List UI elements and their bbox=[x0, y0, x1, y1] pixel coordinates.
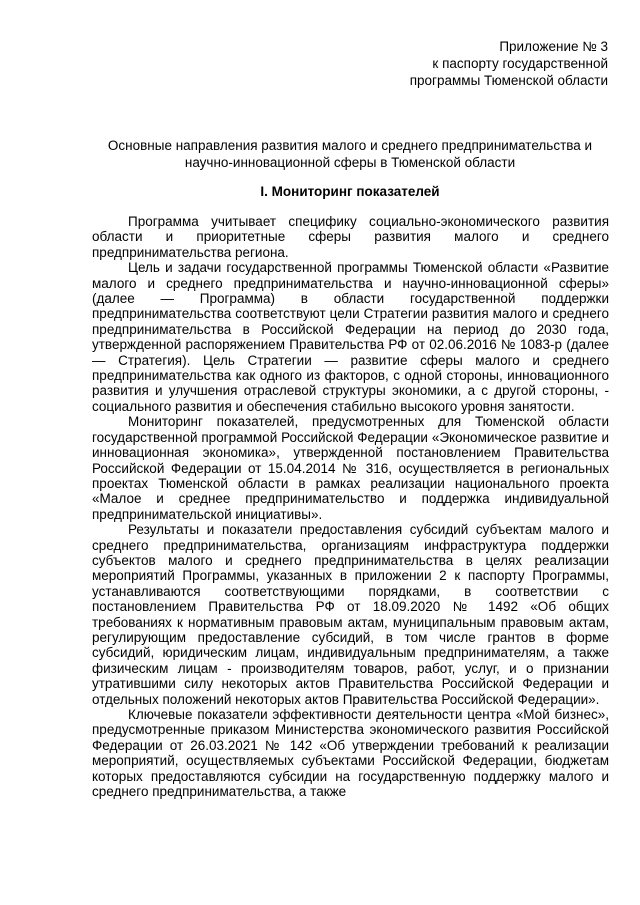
paragraph-1: Программа учитывает специфику социально-экономического развития области и приоритетные сферы развития малого и среднего предпринимательства региона. bbox=[92, 214, 609, 260]
appendix-line-2: к паспорту государственной bbox=[432, 56, 608, 71]
appendix-line-1: Приложение № 3 bbox=[499, 39, 608, 54]
section-heading: I. Мониторинг показателей bbox=[260, 184, 440, 199]
appendix-header bbox=[410, 38, 608, 89]
document-title-line-1: Основные направления развития малого и среднего предпринимательства и bbox=[107, 138, 593, 153]
paragraph-4: Результаты и показатели предоставления субсидий субъектам малого и среднего предпринимательства, организациям инфраструктура поддержки субъектов малого и среднего предпринимательства в целях реализации мероприятий Программы, указанных в приложении 2 к паспорту Программы, устанавливаются соответствующими порядками, в соответствии с постановлением Правительства РФ от 18.09.2020 № 1492 «Об общих требованиях к нормативным правовым актам, муниципальным правовым актам, регулирующим предоставление субсидий, в том числе грантов в форме субсидий, юридическим лицам, индивидуальным предпринимателям, а также физическим лицам - производителям товаров, работ, услуг, и о признании утратившими силу некоторых актов Правительства Российской Федерации и отдельных положений некоторых актов Правительства Российской Федерации». bbox=[92, 522, 609, 707]
paragraph-3: Мониторинг показателей, предусмотренных для Тюменской области государственной программой Российской Федерации «Экономическое развитие и инновационная экономика», утвержденной постановлением Правительства Российской Федерации от 15.04.2014 № 316, осуществляется в региональных проектах Тюменской области в рамках реализации национального проекта «Малое и среднее предпринимательство и поддержка индивидуальной предпринимательской инициативы». bbox=[92, 414, 609, 522]
document-title-line-2: научно-инновационной сферы в Тюменской области bbox=[184, 155, 516, 170]
appendix-line-3: программы Тюменской области bbox=[409, 73, 608, 88]
document-title bbox=[90, 137, 610, 171]
body-text bbox=[92, 214, 609, 799]
paragraph-2: Цель и задачи государственной программы Тюменской области «Развитие малого и среднего предпринимательства и научно-инновационной сферы» (далее — Программа) в области государственной поддержки предпринимательства соответствуют цели Стратегии развития малого и среднего предпринимательства в Российской Федерации на период до 2030 года, утвержденной распоряжением Правительства РФ от 02.06.2016 № 1083-р (далее — Стратегия). Цель Стратегии — развитие сферы малого и среднего предпринимательства как одного из факторов, с одной стороны, инновационного развития и улучшения отраслевой структуры экономики, а с другой стороны, - социального развития и обеспечения стабильно высокого уровня занятости. bbox=[92, 260, 609, 414]
paragraph-5: Ключевые показатели эффективности деятельности центра «Мой бизнес», предусмотренные приказом Министерства экономического развития Российской Федерации от 26.03.2021 № 142 «Об утверждении требований к реализации мероприятий, осуществляемых субъектами Российской Федерации, бюджетам которых предоставляются субсидии на государственную поддержку малого и среднего предпринимательства, а также bbox=[92, 707, 609, 800]
